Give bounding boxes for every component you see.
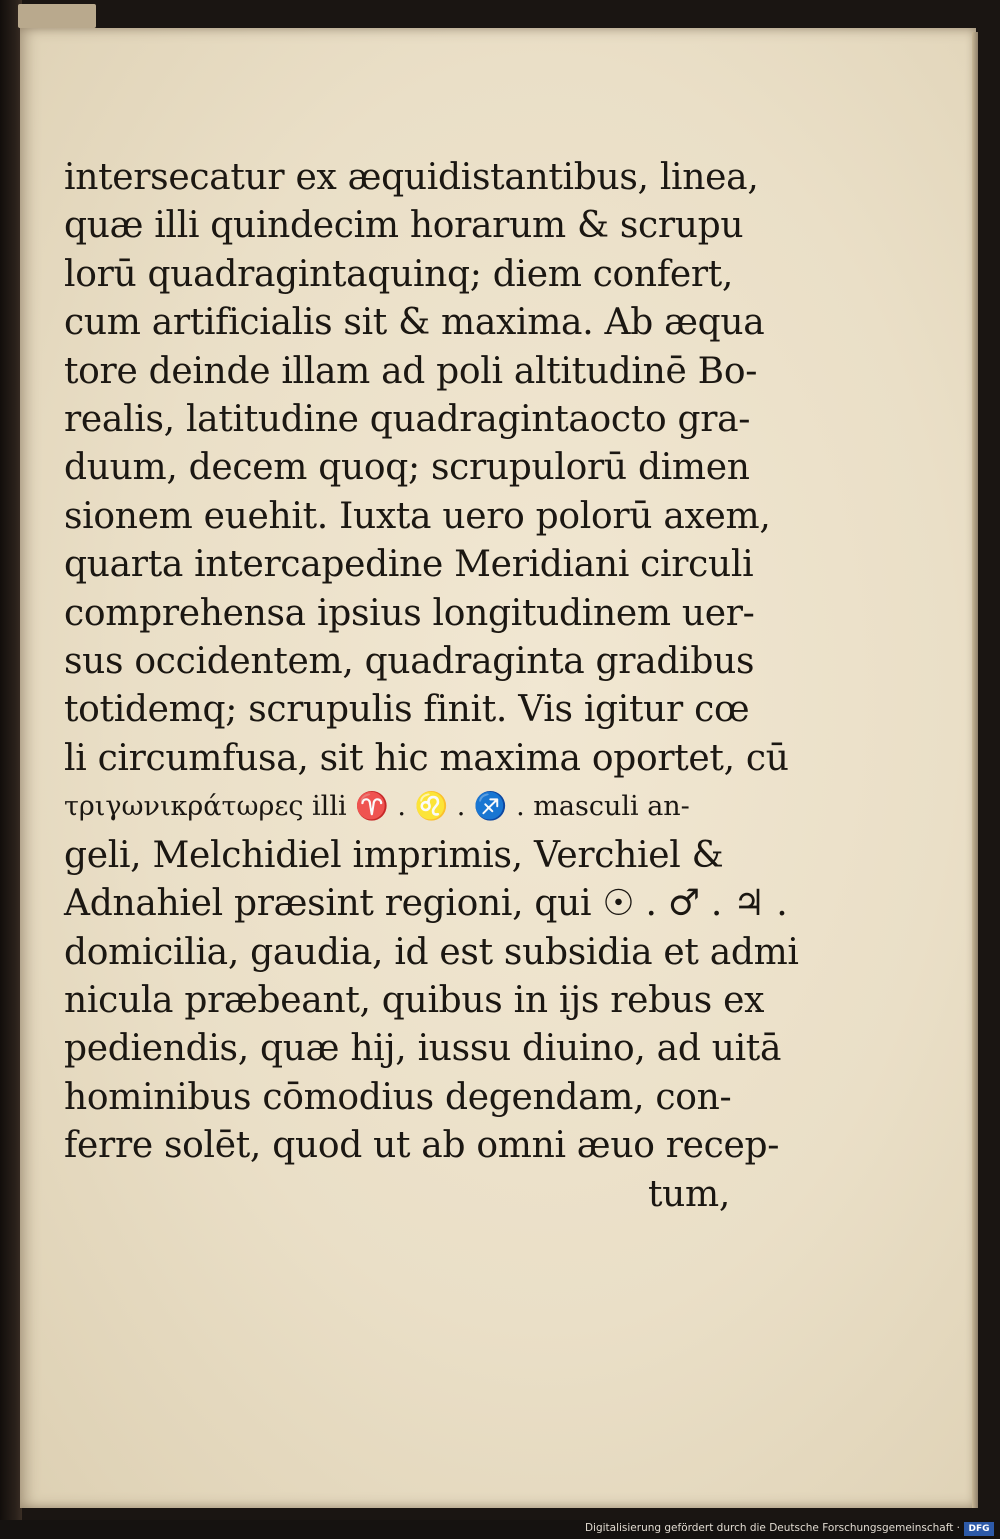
text-line: pediendis, quæ hij, iussu diuino, ad uitā	[64, 1028, 782, 1070]
page-edge	[972, 32, 978, 1508]
text-line: quæ illi quindecim horarum & scrupu	[64, 205, 744, 247]
text-line: totidemq; scrupulis finit. Vis igitur cœ	[64, 689, 750, 731]
dfg-logo: DFG	[964, 1522, 994, 1536]
text-line: nicula præbeant, quibus in ijs rebus ex	[64, 979, 765, 1021]
text-line: comprehensa ipsius longitudinem uer-	[64, 592, 755, 634]
text-line: geli, Melchidiel imprimis, Verchiel &	[64, 834, 724, 876]
text-line: Adnahiel præsint regioni, qui ☉ . ♂ . ♃ .	[64, 883, 788, 925]
text-line: tore deinde illam ad poli altitudinē Bo-	[64, 350, 758, 392]
text-line: lorū quadragintaquinq; diem confert,	[64, 253, 734, 295]
text-line: sionem euehit. Iuxta uero polorū axem,	[64, 495, 771, 537]
text-line: intersecatur ex æquidistantibus, linea,	[64, 157, 759, 198]
catchword: tum,	[647, 1173, 730, 1215]
page-tab-marker	[18, 4, 96, 28]
text-line: sus occidentem, quadraginta gradibus	[64, 641, 755, 683]
text-line: duum, decem quoq; scrupulorū dimen	[64, 447, 750, 489]
body-text	[64, 154, 799, 1219]
text-line-greek: τριγωνικράτωρες illi ♈ . ♌ . ♐ . masculi an-	[64, 791, 690, 823]
text-line: hominibus cōmodius degendam, con-	[64, 1076, 732, 1118]
digitization-credit: Digitalisierung gefördert durch die Deutsche Forschungsgemeinschaft ·	[584, 1522, 960, 1534]
text-line: domicilia, gaudia, id est subsidia et admi	[64, 931, 799, 973]
text-line: cum artificialis sit & maxima. Ab æqua	[64, 302, 765, 344]
book-binding-edge	[0, 0, 22, 1520]
text-line: li circumfusa, sit hic maxima oportet, cū	[64, 737, 789, 779]
text-line: ferre solēt, quod ut ab omni æuo recep-	[64, 1125, 780, 1167]
text-line: realis, latitudine quadragintaocto gra-	[64, 399, 751, 441]
text-line: quarta intercapedine Meridiani circuli	[64, 544, 754, 586]
